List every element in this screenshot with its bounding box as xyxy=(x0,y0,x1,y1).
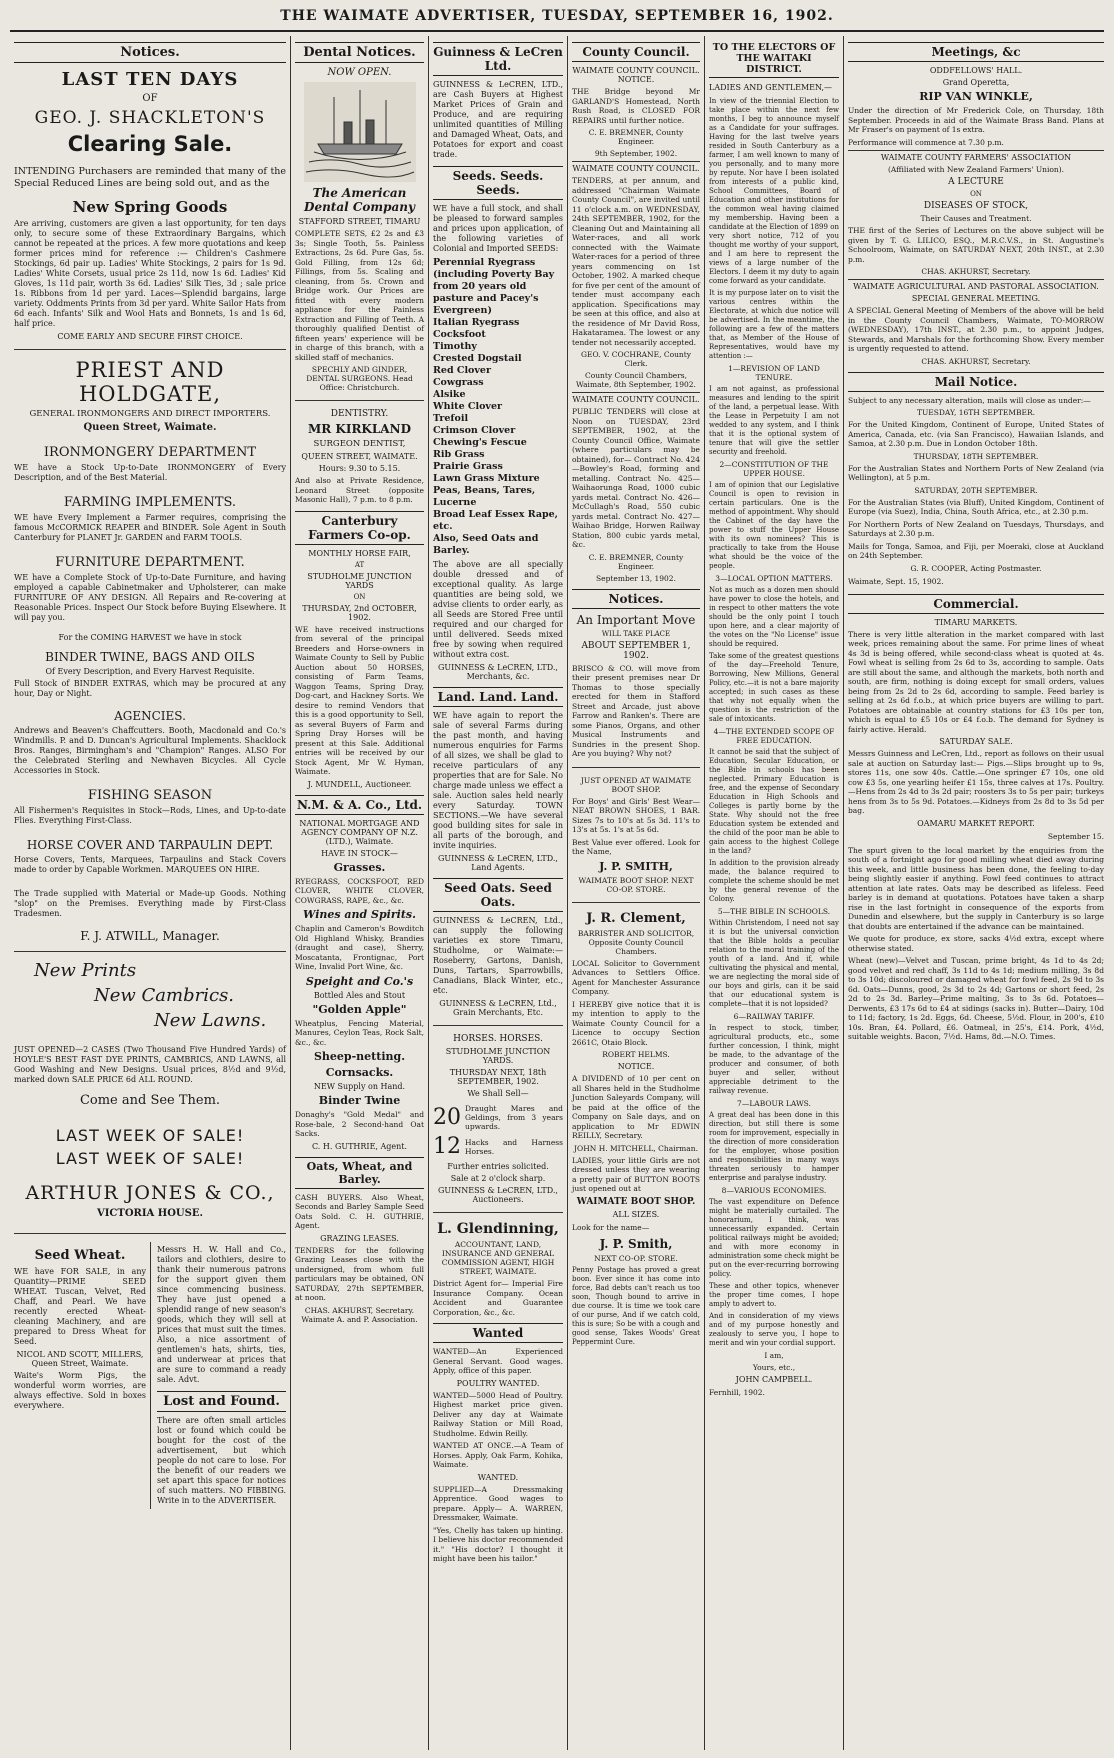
ad-text: Messrs Guinness and LeCren, Ltd., report as follows on their usual sale at auction on Saturday last:— Pigs.—Slips brought up to 9s, stores 11s, one sow 40s. Cattle.—One springer £7 10s, one old cow £3 5s, one yearling heifer £1 15s, three calves at 17s. Poultry.—Hens from 2s 4d to 3s 2d pair; roosters 3s to 5s per pair; turkeys hens from 3s to 5s 9d. Potatoes.—Kidneys from 2s 8d to 3s 5d per bag. xyxy=(848,749,1104,815)
ad-text: LOCAL Solicitor to Government Advances to Settlers Office. Agent for Manchester Assurance Company. xyxy=(572,958,700,996)
section-heading: Commercial. xyxy=(848,594,1104,614)
ad-subheading: HORSES. HORSES. xyxy=(453,1034,543,1044)
letter-paragraph: It is my purpose later on to visit the various centres within the Electorate, at which due notice will be advertised. In the meantime, the following are a few of the matters that, as Member of the House of Representatives, would have my attention :— xyxy=(709,289,839,360)
ad-text: COME EARLY AND SECURE FIRST CHOICE. xyxy=(57,332,243,341)
seed-list-item: Broad Leaf Essex Rape, etc. xyxy=(433,509,558,532)
ad-signature: GEO. V. COCHRANE, County Clerk. xyxy=(580,350,692,368)
letter-paragraph: Take some of the greatest questions of the day—Freehold Tenure, Borrowing, New Millions, General Policy, etc.—it is not a bare majority accepted; in such cases as these that why not equally when the question is the restriction of the sale of intoxicants. xyxy=(709,652,839,723)
ad-text: VICTORIA HOUSE. xyxy=(97,1208,203,1219)
ad-signature: G. R. COOPER, Acting Postmaster. xyxy=(910,563,1042,573)
ad-text: THURSDAY, 2nd OCTOBER, 1902. xyxy=(302,603,417,622)
ad-text: Horse Covers, Tents, Marquees, Tarpaulins and Stack Covers made to order by Capable Workmen. MARQUEES ON HIRE. xyxy=(14,855,286,874)
ad-text: THURSDAY NEXT, 18th SEPTEMBER, 1902. xyxy=(449,1068,547,1086)
ad-subheading: Grasses. xyxy=(333,860,386,874)
ad-headline: J. R. Clement, xyxy=(586,910,686,926)
ad-text: For the United Kingdom, Continent of Europe, United States of America, Canada, etc. (via San Francisco), Hawaiian Islands, and Samoa, at 2.30 p.m. Due in London October 18th. xyxy=(848,420,1104,448)
letter-paragraph: I am not against, as professional measures and lending to the spirit of the land, a perpetual lease. With the Lease in Perpetuity I am not wedded to any system, and I think that it is the optional system of tenure that will give the settler security and freehold. xyxy=(709,385,839,456)
seed-list-item: Prairie Grass xyxy=(433,461,503,472)
ad-text: "Yes, Chelly has taken up hinting. I believe his doctor recommended it." "His doctor? I thought it might have been his tailor." xyxy=(433,1525,563,1563)
ad-headline: New Lawns. xyxy=(154,1010,267,1031)
ad-text: Bottled Ales and Stout xyxy=(313,990,406,1000)
ad-subheading: Wines and Spirits. xyxy=(303,908,416,921)
section-heading: Land. Land. Land. xyxy=(433,687,563,707)
ad-text: THE first of the Series of Lectures on the above subject will be given by T. G. LILICO, ESQ., M.R.C.V.S., in St. Augustine's Schoolroom, Waimate, on SATURDAY NEXT, 20th INST., at 2.30 p.m. xyxy=(848,226,1104,264)
section-heading: Oats, Wheat, and Barley. xyxy=(295,1157,424,1189)
ad-subheading: WAIMATE COUNTY FARMERS' ASSOCIATION xyxy=(848,150,1104,162)
ad-headline: J. P. SMITH, xyxy=(599,859,673,873)
ad-text: NATIONAL MORTGAGE AND AGENCY COMPANY OF N.Z. (LTD.), Waimate. xyxy=(299,818,420,846)
ad-text: Penny Postage has proved a great boon. Ever since it has come into force, Bad debts can't reach us too soon, Though bound to arrive in due course. It is time we took care of our purse, And if we catch cold, this is sure; So be with a cough and good sense, Takes Woods' Great Peppermint Cure. xyxy=(572,1265,700,1346)
ad-subheading: OAMARU MARKET REPORT. xyxy=(917,818,1035,828)
seed-list-item: Cocksfoot xyxy=(433,329,486,340)
ad-text: ALL SIZES. xyxy=(612,1209,660,1219)
ad-subheading: WANTED. xyxy=(477,1472,519,1482)
ad-signature: C. E. BREMNER, County Engineer. xyxy=(588,128,684,146)
seed-list-item: Chewing's Fescue xyxy=(433,437,527,448)
ad-signature: ROBERT HELMS. xyxy=(602,1050,670,1059)
ad-headline: RIP VAN WINKLE, xyxy=(919,90,1033,103)
ad-text: TENDERS, at per annum, and addressed "Chairman Waimate County Council", are invited until 11 o'clock a.m. on WEDNESDAY, 24th SEPTEMBER, 1902, for the Cleaning Out and Maintaining all Water-races, and all work connected with the Waimate Water-races for a period of three years commencing on 1st October, 1902. A marked cheque for five per cent of the amount of tender must accompany each application. Specifications may be seen at this office, and also at the residence of Mr David Ross, Hakataramea. The lowest or any tender not necessarily accepted. xyxy=(572,176,700,347)
section-heading: Lost and Found. xyxy=(157,1391,286,1412)
ad-text: September 13, 1902. xyxy=(596,573,676,583)
ad-signature: GUINNESS & LeCREN, LTD., Auctioneers. xyxy=(438,1186,558,1204)
section-heading: County Council. xyxy=(572,42,700,62)
ad-text: Waimate, Sept. 15, 1902. xyxy=(848,576,944,586)
section-heading: Wanted xyxy=(433,1323,563,1343)
ad-text: THE Bridge beyond Mr GARLAND'S Homestead, North Rush Road, is CLOSED FOR REPAIRS until further notice. xyxy=(572,87,700,125)
ad-text: WANTED AT ONCE.—A Team of Horses. Apply, Oak Farm, Kohika, Waimate. xyxy=(433,1441,563,1469)
letter-paragraph: I am of opinion that our Legislative Council is open to revision in certain particulars. One is the method of appointment. Why should the Cabinet of the day have the power to stuff the Upper House with its own nominees? This is practically to take from the House what should be the voice of the people. xyxy=(709,481,839,570)
letter-closing: I am, xyxy=(764,1351,784,1360)
ad-headline: L. Glendinning, xyxy=(437,1221,559,1237)
ad-subheading: New Spring Goods xyxy=(72,198,228,216)
ad-text: OF xyxy=(142,93,158,104)
ad-text: AT xyxy=(354,560,365,569)
ad-headline: The American Dental Company xyxy=(304,186,415,214)
ad-text: For the Australian States (via Bluff), United Kingdom, Continent of Europe (via Suez), India, China, South Africa, etc., at 2.30 p.m. xyxy=(848,497,1104,516)
letter-heading: 6—RAILWAY TARIFF. xyxy=(733,1012,815,1021)
letter-paragraph: In addition to the provision already made, the balance required to complete the scheme should be met by the general revenue of the Colony. xyxy=(709,859,839,903)
ad-subheading: WAIMATE AGRICULTURAL AND PASTORAL ASSOCIATION. xyxy=(848,279,1104,291)
ad-text: Draught Mares and Geldings, from 3 years upwards. xyxy=(465,1104,563,1131)
ad-headline: LAST WEEK OF SALE! xyxy=(55,1126,245,1145)
ad-text: Of Every Description, and Every Harvest Requisite. xyxy=(45,667,255,676)
ad-text: INTENDING Purchasers are reminded that many of the Special Reduced Lines are being sold out, and as the xyxy=(14,166,286,189)
ad-text: NOW OPEN. xyxy=(327,67,392,78)
seed-list-item: Perennial Ryegrass (including Poverty Bay from 20 years old pasture and Pacey's Evergreen) xyxy=(433,257,555,316)
ad-text: District Agent for— Imperial Fire Insurance Company. Ocean Accident and Guarantee Corporation, &c., &c. xyxy=(433,1279,563,1317)
letter-paragraph: The vast expenditure on Defence might be materially curtailed. The honorarium, I think, was unnecessarily expanded. Certain political railways might be avoided; and with more economy in administration some check might be put on the ever-recurring borrowing policy. xyxy=(709,1198,839,1278)
ad-text: Donaghy's "Gold Medal" and Rose-bale, 2 Second-hand Oat Sacks. xyxy=(295,1110,424,1138)
ad-text: We Shall Sell— xyxy=(467,1089,529,1098)
section-heading: Seed Wheat. xyxy=(34,1248,126,1263)
ad-text: WANTED—An Experienced General Servant. Good wages. Apply, office of this paper. xyxy=(433,1347,563,1375)
ad-subheading: BINDER TWINE, BAGS AND OILS xyxy=(45,650,255,664)
ad-text: And also at Private Residence, Leonard Street (opposite Masonic Hall), 7 p.m. to 8 p.m. xyxy=(295,476,424,504)
seed-list-item: White Clover xyxy=(433,401,503,412)
ad-headline: An Important Move xyxy=(576,612,696,627)
ad-text: Are arriving, customers are given a last opportunity, for ten days only, to secure some of these Extraordinary Bargains, which cannot be repeated at the prices. A few more quotations and keep former prices mind for reference :— Children's Cashmere Stockings, 6d pair up. Ladies' White Stockings, 2 pairs for 1s 9d. Ladies' White Corsets, usual price 2s 11d, now 1s 6d. Ladies' Kid Gloves, 1s 11d pair, worth 3s 6d. Ladies' Silk Ties, 3d ; sale price 1s. Ribbons from 1d per yard. Laces—Splendid bargains, large variety. Oddments Prints from 3d per yard. White Sailor Hats from 6d each. Infants' Silk and Wool Hats and Bonnets, 1s and 1s 6d, half price. xyxy=(14,219,286,328)
ad-text: WE have FOR SALE, in any Quantity—PRIME SEED WHEAT. Tuscan, Velvet, Red Chaff, and Pearl. We have recently erected Wheat-cleaning Machinery, and are prepared to Dress Wheat for Seed. xyxy=(14,1267,146,1346)
column-guinness xyxy=(429,36,567,1750)
ad-text: Messrs H. W. Hall and Co., tailors and clothiers, desire to thank their numerous patrons for the support given them since commencing business. They have just opened a splendid range of new season's goods, which they will sell at prices that must suit the times. Also, a nice assortment of gentlemen's hats, shirts, ties, and underwear at prices that are sure to command a ready sale. Advt. xyxy=(157,1245,286,1384)
ad-headline: New Cambrics. xyxy=(94,985,235,1006)
letter-paragraph: A great deal has been done in this direction, but still there is some room for improvement, especially in the direction of more consideration for the employer, whose position and responsibilities in many ways threaten seriously to hamper enterprise and paralyse industry. xyxy=(709,1111,839,1182)
ad-headline: PRIEST AND HOLDGATE, xyxy=(75,358,225,406)
lot-count: 20 xyxy=(433,1105,461,1130)
seed-list-item: Alsike xyxy=(433,389,466,400)
ad-text: Wheatplus, Fencing Material, Manures, Ceylon Teas, Rock Salt, &c., &c. xyxy=(295,1018,424,1047)
ad-subheading: FISHING SEASON xyxy=(87,788,213,803)
ad-signature: J. MUNDELL, Auctioneer. xyxy=(307,779,412,789)
seed-list-item: Cowgrass xyxy=(433,377,484,388)
ad-text: For the Australian States and Northern Ports of New Zealand (via Wellington), at 5 p.m. xyxy=(848,463,1104,482)
column-council xyxy=(568,36,704,1750)
section-heading: Canterbury Farmers Co-op. xyxy=(295,511,424,545)
section-heading: Seeds. Seeds. Seeds. xyxy=(433,166,563,200)
letter-paragraph: It cannot be said that the subject of Education, Secular Education, or the Bible in schools has been neglected. Primary Education is free, and the expense of Secondary Education in High Schools and Colleges is partly borne by the State. Why should not the free Education system be extended and the child of the poor man be able to gain access to the highest College in the land? xyxy=(709,748,839,855)
ad-text: WE have Every Implement a Farmer requires, comprising the famous McCORMICK REAPER and BINDER. Sole Agent in South Canterbury for PLANET Jr. GARDEN and FARM TOOLS. xyxy=(14,513,286,542)
ad-text: Grand Operetta, xyxy=(942,78,1010,87)
section-heading: Dental Notices. xyxy=(295,42,424,63)
column-dental xyxy=(291,36,428,1750)
letter-salutation: LADIES AND GENTLEMEN,— xyxy=(709,83,833,92)
column-electors xyxy=(705,36,843,1750)
ad-text: SURGEON DENTIST, xyxy=(313,439,406,449)
ad-text: September 15. xyxy=(1047,831,1104,841)
ad-signature: JOHN H. MITCHELL, Chairman. xyxy=(574,1143,698,1153)
ad-subheading: FARMING IMPLEMENTS. xyxy=(63,495,237,510)
ad-text: TENDERS for the following Grazing Leases close with the undersigned, from whom full particulars may be obtained, ON SATURDAY, 27th SEPTEMBER, at noon. xyxy=(295,1245,424,1302)
ad-text: Under the direction of Mr Frederick Cole, on Thursday, 18th September. Proceeds in aid of the Waimate Brass Band. Plans at Mr Fraser's on payment of 1s extra. xyxy=(848,106,1104,134)
seed-list-item: Timothy xyxy=(433,341,477,352)
ad-text: County Council Chambers, Waimate, 8th September, 1902. xyxy=(576,371,696,389)
seed-list-item: Rib Grass xyxy=(433,449,485,460)
column-meetings xyxy=(844,36,1104,1750)
letter-heading: 3—LOCAL OPTION MATTERS. xyxy=(715,574,833,583)
ad-text: WAIMATE BOOT SHOP. xyxy=(576,1196,696,1207)
letter-paragraph: In view of the triennial Election to take place within the next few months, I beg to announce myself as a Candidate for your suffrages. Having for the last twelve years resided in South Canterbury as a farmer, I am well known to many of you personally, and to many more by repute. Nor have I been isolated from interests of a public kind, School Committees, Board of Education and other institutions for the common weal having claimed my membership. Having been a candidate at the Election of 1899 on very short notice, 712 of you thought me worthy of your support, and I am here to represent the views of a large number of the Electors. I deem it my duty to again come forward as your candidate. xyxy=(709,97,839,285)
section-heading: Seed Oats. Seed Oats. xyxy=(433,878,563,912)
ad-text: 9th September, 1902. xyxy=(594,149,678,158)
ad-text: RYEGRASS, COCKSFOOT, RED CLOVER, WHITE CLOVER, COWGRASS, RAPE, &c., &c. xyxy=(295,876,424,905)
ad-text: LADIES, your little Girls are not dressed unless they are wearing a pretty pair of BUTTON BOOTS just opened out at xyxy=(572,1155,700,1193)
ad-text: GUINNESS & LeCREN, LTD., are Cash Buyers at Highest Market Prices of Grain and Produce, and are requiring unlimited quantities of Milling and Damaged Wheat, Oats, and Potatoes for export and coast trade. xyxy=(433,80,563,159)
ad-subheading: FURNITURE DEPARTMENT. xyxy=(55,555,245,570)
ad-signature: GUINNESS & LeCREN, LTD., Land Agents. xyxy=(438,854,558,872)
ad-subheading: NOTICE. xyxy=(617,1062,655,1071)
ad-subheading: Come and See Them. xyxy=(79,1093,221,1108)
ad-text: Look for the name— xyxy=(572,1222,650,1232)
ad-headline: Clearing Sale. xyxy=(67,132,233,156)
ad-subheading: JUST OPENED AT WAIMATE BOOT SHOP. xyxy=(580,775,692,794)
ad-text: WE have a Stock Up-to-Date IRONMONGERY of Every Description, and of the Best Material. xyxy=(14,463,286,482)
section-heading: Notices. xyxy=(14,42,286,63)
ad-text: Wheat (new)—Velvet and Tuscan, prime bright, 4s 1d to 4s 2d; good velvet and red chaff, 3s 11d to 4s 1d; medium milling, 3s 8d to 3s 10d; discoloured or damaged wheat for fowl feed, 2s 9d to 3s 6d. Oats—Dunns, good, 2s 3d to 2s 4d; Gartons or short feed, 2s 2d to 2s 3d. Barley—Prime malting, 3s to 3s 6d. Potatoes—Derwents, £3 17s 6d to £4 at sidings (sacks in). Butter—Dairy, 10d to 11d; factory, 1s 2d. Eggs, 6d. Cheese, 5½d. Flour, in 200's, £10 10s. Bran, £4. Pollard, £6. Oatmeal, in 25's, £14. Pork, 4½d, suitable weights. Bacon, 7½d. Hams, 8d.—N.O. Times. xyxy=(848,956,1104,1041)
ad-text: SATURDAY, 20TH SEPTEMBER. xyxy=(914,485,1038,495)
ad-text: There is very little alteration in the market compared with last week, prices remaining about the same. For prime lines of wheat 4s 3d is being offered, while second-class wheat is quoted at 4s. Fowl wheat is selling from 2s 6d to 3s, according to sample. Oats are still about the same, and although the markets, both north and south, are firm, nothing is doing except for small orders, values being from 2s 2d to 2s 6d, according to sample. Feed barley is selling at 2s 6d f.o.b., at which price buyers are willing to part. Potatoes are obtainable at country stations for £3 10s per ton, which is equal to £5 10s or £4 f.o.b. The demand for Sydney is fairly active. Herald. xyxy=(848,629,1104,734)
ad-headline: J. P. Smith, xyxy=(599,1236,673,1251)
ad-headline: LAST WEEK OF SALE! xyxy=(55,1149,245,1168)
ad-text: COMPLETE SETS, £2 2s and £3 3s; Single Tooth, 5s. Painless Extractions, 2s 6d. Pure Gas, 5s. Gold Filling, from 12s 6d; Fillings, from 5s. Scaling and cleaning, from 5s. Crown and Bridge work. Our Prices are fitted with every modern appliance for the Painless Extraction and Filling of Teeth. A thoroughly qualified Dentist of fifteen years' experience will be in charge of this branch, with a skilled staff of mechanics. xyxy=(295,229,424,362)
ad-text: ACCOUNTANT, LAND, INSURANCE AND GENERAL COMMISSION AGENT, HIGH STREET, WAIMATE. xyxy=(441,1240,555,1276)
ad-text: Best Value ever offered. Look for the Name, xyxy=(572,837,700,856)
ad-text: HAVE IN STOCK— xyxy=(321,848,398,858)
ad-text: TUESDAY, 16TH SEPTEMBER. xyxy=(916,408,1036,417)
ship-illustration xyxy=(304,82,416,182)
ad-text: SUPPLIED—A Dressmaking Apprentice. Good wages to prepare. Apply— A. WARREN, Dressmaker, Waimate. xyxy=(433,1484,563,1522)
letter-heading: 8—VARIOUS ECONOMIES. xyxy=(721,1186,827,1195)
ad-text: STAFFORD STREET, TIMARU xyxy=(298,217,421,226)
ad-headline: GEO. J. SHACKLETON'S xyxy=(34,108,266,128)
ad-subheading: DENTISTRY. xyxy=(330,409,389,419)
ad-signature: GUINNESS & LeCREN, Ltd., Grain Merchants, Etc. xyxy=(439,999,557,1017)
ad-signature: GUINNESS & LeCREN, LTD., Merchants, &c. xyxy=(438,663,558,681)
ad-headline: LAST TEN DAYS xyxy=(61,69,239,90)
letter-paragraph: Within Christendom, I need not say it is but the universal conviction that the Bible holds a peculiar relation to the moral training of the youth of a land. And if, while cultivating the physical and mental, we are neglecting the moral side of our boys and girls, can it be said that our educational system is complete—that it is not lopsided? xyxy=(709,919,839,1008)
ad-text: CASH BUYERS. Also Wheat, Seconds and Barley Sample Seed Oats Sold. C. H. GUTHRIE, Agent. xyxy=(295,1192,424,1230)
letter-paragraph: These and other topics, whenever the proper time comes, I hope amply to advert to. xyxy=(709,1282,839,1308)
column-notices xyxy=(10,36,290,1750)
ad-headline: New Prints xyxy=(34,960,137,981)
lot-count: 12 xyxy=(433,1134,461,1159)
ad-text: The above are all specially double dressed and of exceptional quality. As large quantities are being sold, we advise clients to order early, as all Seeds are Stored Free until required and our charged for until delivered. Seeds mixed free by sowing when required without extra cost. xyxy=(433,560,563,659)
ad-subheading: GRAZING LEASES. xyxy=(320,1233,399,1243)
letter-heading: 1—REVISION OF LAND TENURE. xyxy=(728,364,820,382)
ad-text: I HEREBY give notice that it is my intention to apply to the Waimate County Council for a Licence to occupy Section 2661C, Otaio Block. xyxy=(572,999,700,1047)
ad-text: A SPECIAL General Meeting of Members of the above will be held in the County Council Chambers, Waimate, TO-MORROW (WEDNESDAY), 17th INST., at 2.30 p.m., to appoint Judges, Stewards, and Marshals for the forthcoming Show. Every member is urgently requested to attend. xyxy=(848,306,1104,353)
ad-subheading: Cornsacks. xyxy=(325,1066,394,1079)
ad-text: Subject to any necessary alteration, mails will close as under:— xyxy=(848,395,1091,405)
ad-text: A LECTURE xyxy=(948,177,1004,187)
ad-headline: ARTHUR JONES & CO., xyxy=(25,1182,275,1204)
ad-subheading: Speight and Co.'s xyxy=(305,974,414,988)
ad-text: WANTED—5000 Head of Poultry. Highest market price given. Deliver any day at Waimate Railway Station or Mill Road, Studholme. Edwin Reilly. xyxy=(433,1390,563,1438)
ad-text: WAIMATE BOOT SHOP. NEXT CO-OP. STORE. xyxy=(578,875,694,894)
ad-subheading: POULTRY WANTED. xyxy=(456,1378,540,1388)
ad-text: Chaplin and Cameron's Bowditch Old Highland Whisky, Brandies (draught and case), Sherry, Moscatanta, Frontignac, Port Wine, Invalid Port Wine, &c. xyxy=(295,924,424,971)
ad-text: STUDHOLME JUNCTION YARDS xyxy=(307,571,412,590)
ad-text: WILL TAKE PLACE xyxy=(601,629,671,638)
ad-text: ABOUT SEPTEMBER 1, 1902. xyxy=(581,640,691,661)
ad-text: WE have a full stock, and shall be pleased to forward samples and prices upon application, of the following varieties of Colonial and Imported SEEDS: xyxy=(433,204,563,253)
seed-list-item: Red Clover xyxy=(433,365,491,376)
ad-signature: CHAS. AKHURST, Secretary. Waimate A. and P. Association. xyxy=(301,1305,418,1324)
section-heading: Mail Notice. xyxy=(848,372,1104,392)
ad-subheading: IRONMONGERY DEPARTMENT xyxy=(43,445,257,460)
ad-subheading: AGENCIES. xyxy=(114,709,186,723)
ad-text: The spurt given to the local market by the enquiries from the south of a fortnight ago for good milling wheat died away during this week, and little business has been done, the feeling to-day being slightly easier if anything. Fowl feed continues to attract attention at late rates. Oats may be described as lifeless. Feed barley is in demand at quotations. Potatoes have taken a sharp rise in the last fortnight in consequence of the exports from Dunedin and elsewhere, but the supply in Canterbury is so large that doubts are entertained if the advance can be maintained. xyxy=(848,845,1104,931)
ad-signature: CHAS. AKHURST, Secretary. xyxy=(921,267,1031,276)
ad-text: For Northern Ports of New Zealand on Tuesdays, Thursdays, and Saturdays at 2.30 p.m. xyxy=(848,519,1104,538)
ad-text: ON xyxy=(970,190,982,198)
ad-subheading: WAIMATE COUNTY COUNCIL. NOTICE. xyxy=(572,66,700,84)
seed-list-item: Crimson Clover xyxy=(433,425,516,436)
letter-heading: 7—LABOUR LAWS. xyxy=(737,1099,811,1108)
seed-list-item: Also, Seed Oats and Barley. xyxy=(433,533,539,556)
ad-text: For the COMING HARVEST we have in stock xyxy=(58,633,242,642)
seed-list xyxy=(433,257,563,557)
section-heading: Notices. xyxy=(572,589,700,609)
ad-subheading: TIMARU MARKETS. xyxy=(934,617,1018,627)
ad-text: Sale at 2 o'clock sharp. xyxy=(450,1174,546,1183)
ad-text: BRISCO & CO. will move from their present premises near Dr Thomas to those specially erected for them in Stafford Street and Arcade, just above Farrow and Ranken's. There are some Pianos, Organs, and other Musical Instruments and Sundries in the present Shop. Are you buying? Why not? xyxy=(572,663,700,758)
ad-text: Full Stock of BINDER EXTRAS, which may be procured at any hour, Day or Night. xyxy=(14,679,286,698)
ad-text: (Affiliated with New Zealand Farmers' Union). xyxy=(887,165,1065,174)
ad-text: QUEEN STREET, WAIMATE. xyxy=(301,452,418,461)
ad-text: JUST OPENED—2 CASES (Two Thousand Five Hundred Yards) of HOYLE'S BEST FAST DYE PRINTS, CAMBRICS, AND LAWNS, all Good Washing and New Designs. Usual prices, 8½d and 9½d, marked down SALE PRICE 6d ALL ROUND. xyxy=(14,1045,286,1084)
seed-list-item: Peas, Beans, Tares, Lucerne xyxy=(433,485,536,508)
ad-subheading: SATURDAY SALE. xyxy=(939,737,1013,746)
ad-subheading: Sheep-netting. xyxy=(313,1050,406,1063)
ad-signature: CHAS. AKHURST, Secretary. xyxy=(921,356,1031,366)
ad-signature: C. H. GUTHRIE, Agent. xyxy=(311,1141,408,1151)
ad-text: Further entries solicited. xyxy=(447,1162,549,1171)
ad-text: Mails for Tonga, Samoa, and Fiji, per Moeraki, close at Auckland on 24th September. xyxy=(848,541,1104,560)
section-heading: Guinness & LeCren Ltd. xyxy=(433,42,563,76)
letter-paragraph: In respect to stock, timber, agricultural products, etc., some further concession, I think, might be made, to the advantage of the producer and consumer, of both buyer and seller, without appreciable detriment to the railway revenue. xyxy=(709,1024,839,1095)
ad-signature: NICOL AND SCOTT, MILLERS, Queen Street, Waimate. xyxy=(16,1350,144,1368)
seed-list-item: Crested Dogstail xyxy=(433,353,522,364)
ad-text: For Boys' and Girls' Best Wear— NEAT BROWN SHOES, 1 BAR. Sizes 7s to 10's at 5s 3d. 11's to 13's at 5s. 1's at 5s 6d. xyxy=(572,796,700,834)
ad-subheading: WAIMATE COUNTY COUNCIL. xyxy=(572,392,700,404)
ad-headline: MR KIRKLAND xyxy=(307,422,411,436)
section-heading: Meetings, &c xyxy=(848,42,1104,62)
section-heading: TO THE ELECTORS OF THE WAITAKI DISTRICT. xyxy=(709,42,839,78)
ad-signature: SPECHLY AND GINDER, DENTAL SURGEONS. Head Office: Christchurch. xyxy=(306,365,413,392)
ad-text: WE have again to report the sale of several Farms during the past month, and having numerous enquiries for Farms of all sizes, we shall be glad to receive particulars of any properties that are for Sale. No charge made unless we effect a sale. Auction sales held nearly every Saturday. TOWN SECTIONS.—We have several good building sites for sale in all parts of the borough, and invite inquiries. xyxy=(433,711,563,850)
letter-heading: 2—CONSTITUTION OF THE UPPER HOUSE. xyxy=(719,460,829,478)
ad-text: GUINNESS & LeCREN, Ltd., can supply the following varieties ex store Timaru, Studholme, or Waimate:—Roseberry, Gartons, Danish, Duns, Tartars, Sparrowbills, Canadians, Black Winter, etc., etc. xyxy=(433,916,563,995)
letter-heading: 5—THE BIBLE IN SCHOOLS. xyxy=(717,907,831,916)
ad-text: SPECIAL GENERAL MEETING. xyxy=(911,294,1041,303)
ad-subheading: HORSE COVER AND TARPAULIN DEPT. xyxy=(26,838,274,852)
ad-text: THURSDAY, 18TH SEPTEMBER. xyxy=(913,451,1039,461)
ad-text: The Trade supplied with Material or Made-up Goods. Nothing "slop" on the Premises. Everything made by First-Class Tradesmen. xyxy=(14,889,286,918)
seed-list-item: Italian Ryegrass xyxy=(433,317,520,328)
ad-text: GENERAL IRONMONGERS AND DIRECT IMPORTERS. xyxy=(29,409,271,419)
ad-text: A DIVIDEND of 10 per cent on all Shares held in the Studholme Junction Saleyards Company, will be paid at the office of the Company on Sale days, and on application to Mr EDWIN REILLY, Secretary. xyxy=(572,1074,700,1140)
ad-text: Andrews and Beaven's Chaffcutters. Booth, Macdonald and Co.'s Windmills. P. and D. Duncan's Agricultural Implements. Shacklock Bros. Ranges, Birmingham's and "Champion" Ranges. ALSO For the Celebrated Sterling and Newhaven Bicycles. All Cycle Accessories in Stock. xyxy=(14,726,286,775)
ad-text: NEW Supply on Hand. xyxy=(313,1082,406,1091)
ad-text: Their Causes and Treatment. xyxy=(920,214,1032,223)
ad-text: All Fishermen's Requisites in Stock—Rods, Lines, and Up-to-date Flies. Everything First-Class. xyxy=(14,806,286,825)
ad-text: WE have received instructions from several of the principal Breeders and Horse-owners in Waimate County to Sell by Public Auction about 50 HORSES, consisting of Farm Teams, Waggon Teams, Spring Dray, Dog-cart, and Hackney Sorts. We desire to remind Vendors that this is a good opportunity to Sell, as several Buyers of Farm and Spring Dray Horses will be present at this Sale. Additional entries will be received by our Stock Agent, Mr W. Hyman, Waimate. xyxy=(295,624,424,776)
seed-list-item: Trefoil xyxy=(433,413,469,424)
section-heading: N.M. & A. Co., Ltd. xyxy=(295,795,424,815)
letter-signature: JOHN CAMPBELL. xyxy=(735,1375,813,1384)
ad-text: WE have a Complete Stock of Up-to-Date Furniture, and having employed a capable Cabinetmaker and Upholsterer, can make FURNITURE OF ANY DESIGN. All Repairs and Re-covering at Reasonable Prices. Inspect Our Stock before Buying Elsewhere. It will pay you. xyxy=(14,573,286,622)
ad-signature: F. J. ATWILL, Manager. xyxy=(80,929,220,943)
seed-list-item: Lawn Grass Mixture xyxy=(433,473,540,484)
ad-text: There are often small articles lost or found which could be bought for the cost of the advertisement, but which people do not care to lose. For the benefit of our readers we set apart this space for notices of such matters. NO FIBBING. Write in to the ADVERTISER. xyxy=(157,1416,286,1505)
ad-subheading: "Golden Apple" xyxy=(312,1002,407,1016)
ad-text: Waite's Worm Pigs, the wonderful worm worries, are always effective. Sold in boxes everywhere. xyxy=(14,1371,146,1410)
letter-heading: 4—THE EXTENDED SCOPE OF FREE EDUCATION. xyxy=(713,727,835,745)
masthead: THE WAIMATE ADVERTISER, TUESDAY, SEPTEMBER 16, 1902. xyxy=(10,8,1104,32)
ad-text: We quote for produce, ex store, sacks 4½d extra, except where otherwise stated. xyxy=(848,934,1104,953)
ad-signature: C. E. BREMNER, County Engineer. xyxy=(588,552,684,571)
letter-paragraph: And in consideration of my views and of my purpose honestly and zealously to serve you, I hope to merit and win your cordial support. xyxy=(709,1312,839,1347)
ad-text: PUBLIC TENDERS will close at Noon on TUESDAY, 23rd SEPTEMBER, 1902, at the County Council Office, Waimate (where particulars may be obtained), for— Contract No. 424—Bowley's Road, forming and metalling. Contract No. 425—Waihaorunga Road, 1000 cubic yards metal. Contract No. 426—McCullagh's Road, 550 cubic yards metal. Contract No. 427—Waihao Bridge, Horwen Railway Station, 800 cubic yards metal, &c. xyxy=(572,407,700,549)
ad-subheading: WAIMATE COUNTY COUNCIL. xyxy=(572,161,700,173)
ad-subheading: ODDFELLOWS' HALL. xyxy=(929,66,1023,75)
ad-text: DISEASES OF STOCK, xyxy=(923,201,1029,211)
letter-paragraph: Not as much as a dozen men should have power to close the hotels, and in respect to other matters the vote should be the only point I touch upon here, and a clear majority of the votes on the "No License" issue should be required. xyxy=(709,586,839,648)
letter-date: Fernhill, 1902. xyxy=(709,1388,765,1397)
ad-text: STUDHOLME JUNCTION YARDS. xyxy=(445,1047,551,1065)
ad-text: BARRISTER AND SOLICITOR, Opposite County Council Chambers. xyxy=(577,928,695,956)
ad-text: Hours: 9.30 to 5.15. xyxy=(318,464,401,473)
ad-text: Performance will commence at 7.30 p.m. xyxy=(848,137,1004,147)
ad-text: NEXT CO-OP. STORE. xyxy=(594,1253,678,1263)
letter-closing: Yours, etc., xyxy=(752,1363,796,1372)
ad-subheading: Binder Twine xyxy=(318,1094,401,1107)
ad-text: ON xyxy=(353,592,366,601)
ad-text: Queen Street, Waimate. xyxy=(83,422,217,433)
ad-text: Hacks and Harness Horses. xyxy=(465,1137,563,1156)
ad-text: MONTHLY HORSE FAIR, xyxy=(308,548,411,558)
